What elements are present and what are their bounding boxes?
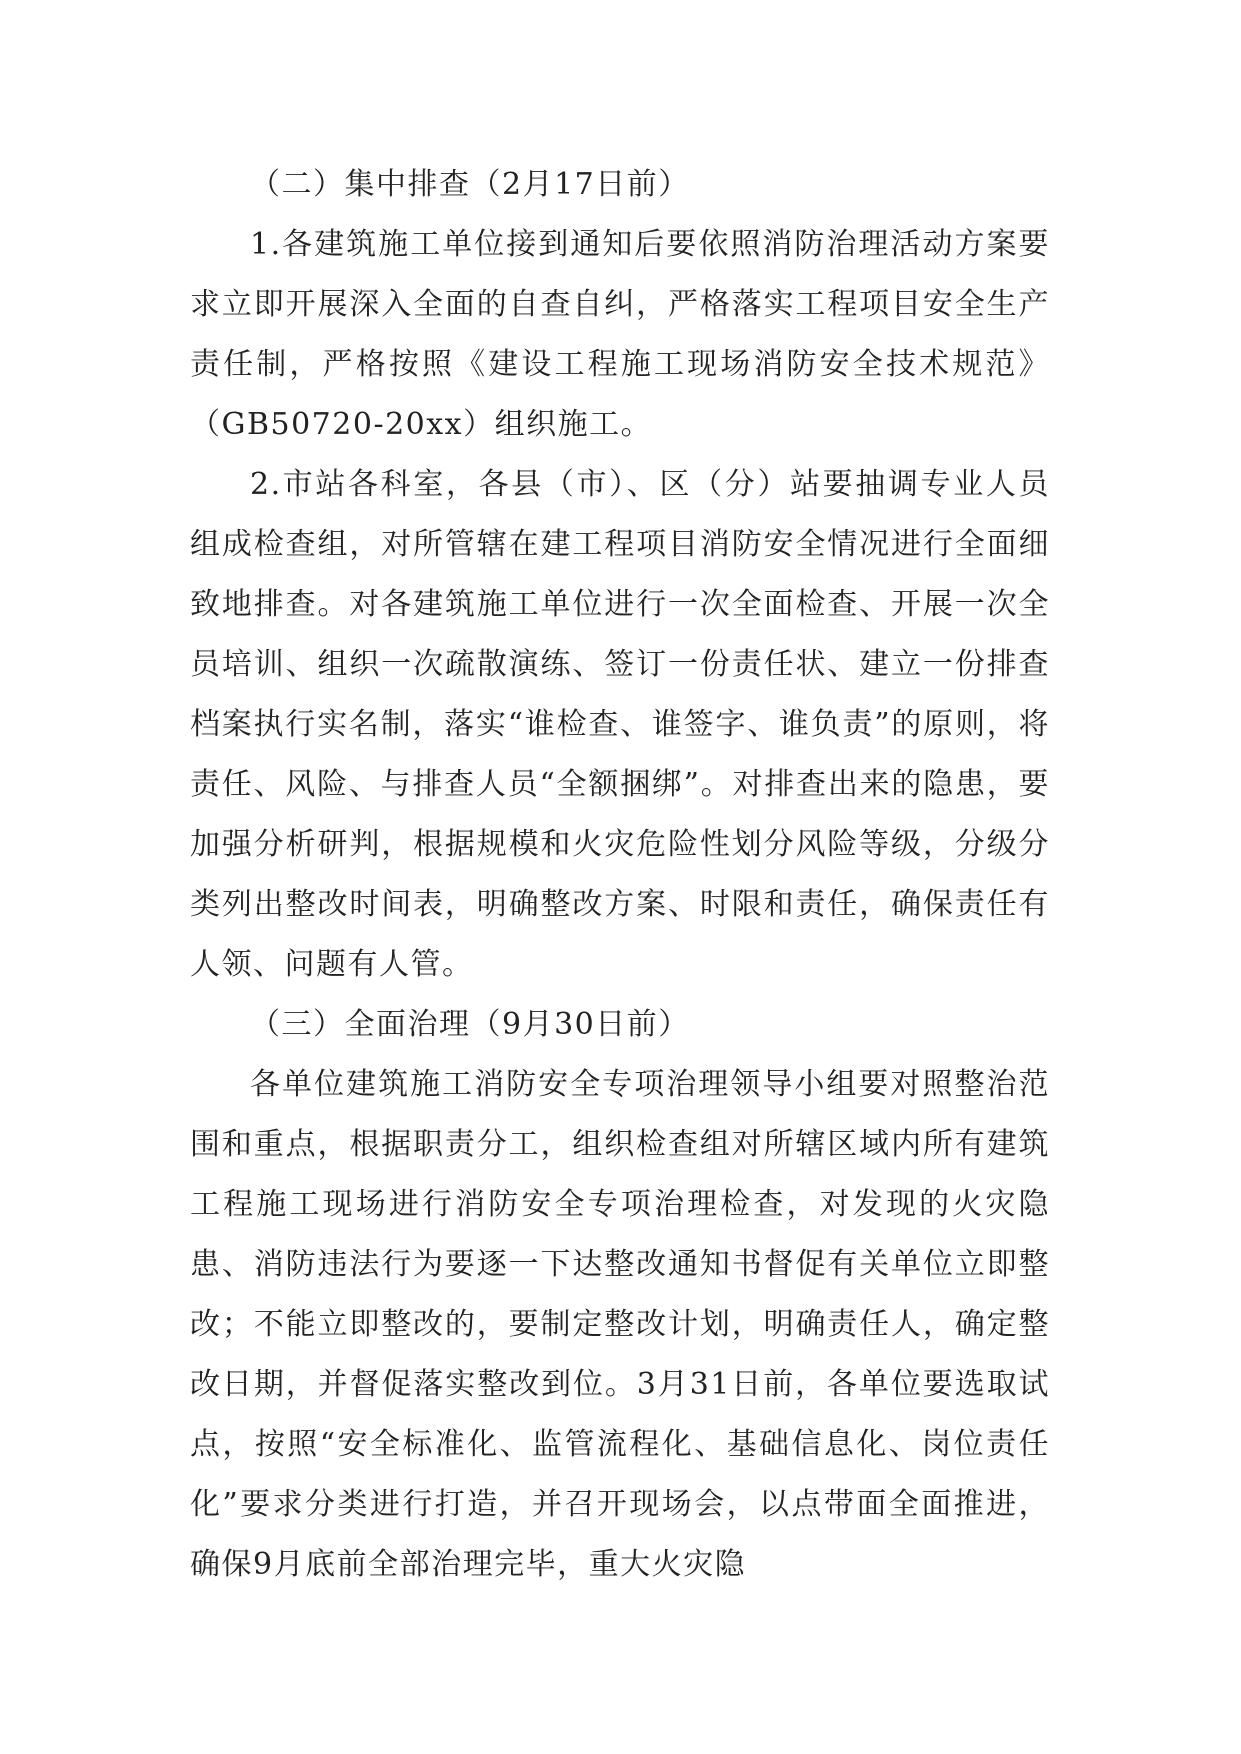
paragraph-governance-body: 各单位建筑施工消防安全专项治理领导小组要对照整治范围和重点，根据职责分工，组织检查组对所辖区域内所有建筑工程施工现场进行消防安全专项治理检查，对发现的火灾隐患、消防违法行为要逐一下达整改通知书督促有关单位立即整改；不能立即整改的，要制定整改计划，明确责任人，确定整改日期，并督促落实整改到位。3月31日前，各单位要选取试点，按照“安全标准化、监管流程化、基础信息化、岗位责任化”要求分类进行打造，并召开现场会，以点带面全面推进，确保9月底前全部治理完毕，重大火灾隐 bbox=[190, 1067, 1050, 1582]
section-heading-comprehensive-governance: （三）全面治理（9月30日前） bbox=[250, 1007, 690, 1042]
paragraph-item-2: 2.市站各科室，各县（市）、区（分）站要抽调专业人员组成检查组，对所管辖在建工程项目消防安全情况进行全面细致地排查。对各建筑施工单位进行一次全面检查、开展一次全员培训、组织一次疏散演练、签订一份责任状、建立一份排查档案执行实名制，落实“谁检查、谁签字、谁负责”的原则，将责任、风险、与排查人员“全额捆绑”。对排查出来的隐患，要加强分析研判，根据规模和火灾危险性划分风险等级，分级分类列出整改时间表，明确整改方案、时限和责任，确保责任有人领、问题有人管。 bbox=[190, 467, 1050, 982]
document-body bbox=[190, 155, 1050, 1595]
section-heading-centralized-inspection: （二）集中排查（2月17日前） bbox=[250, 167, 690, 202]
paragraph-item-1: 1.各建筑施工单位接到通知后要依照消防治理活动方案要求立即开展深入全面的自查自纠，严格落实工程项目安全生产责任制，严格按照《建设工程施工现场消防安全技术规范》（GB50720-20xx）组织施工。 bbox=[190, 227, 1050, 442]
